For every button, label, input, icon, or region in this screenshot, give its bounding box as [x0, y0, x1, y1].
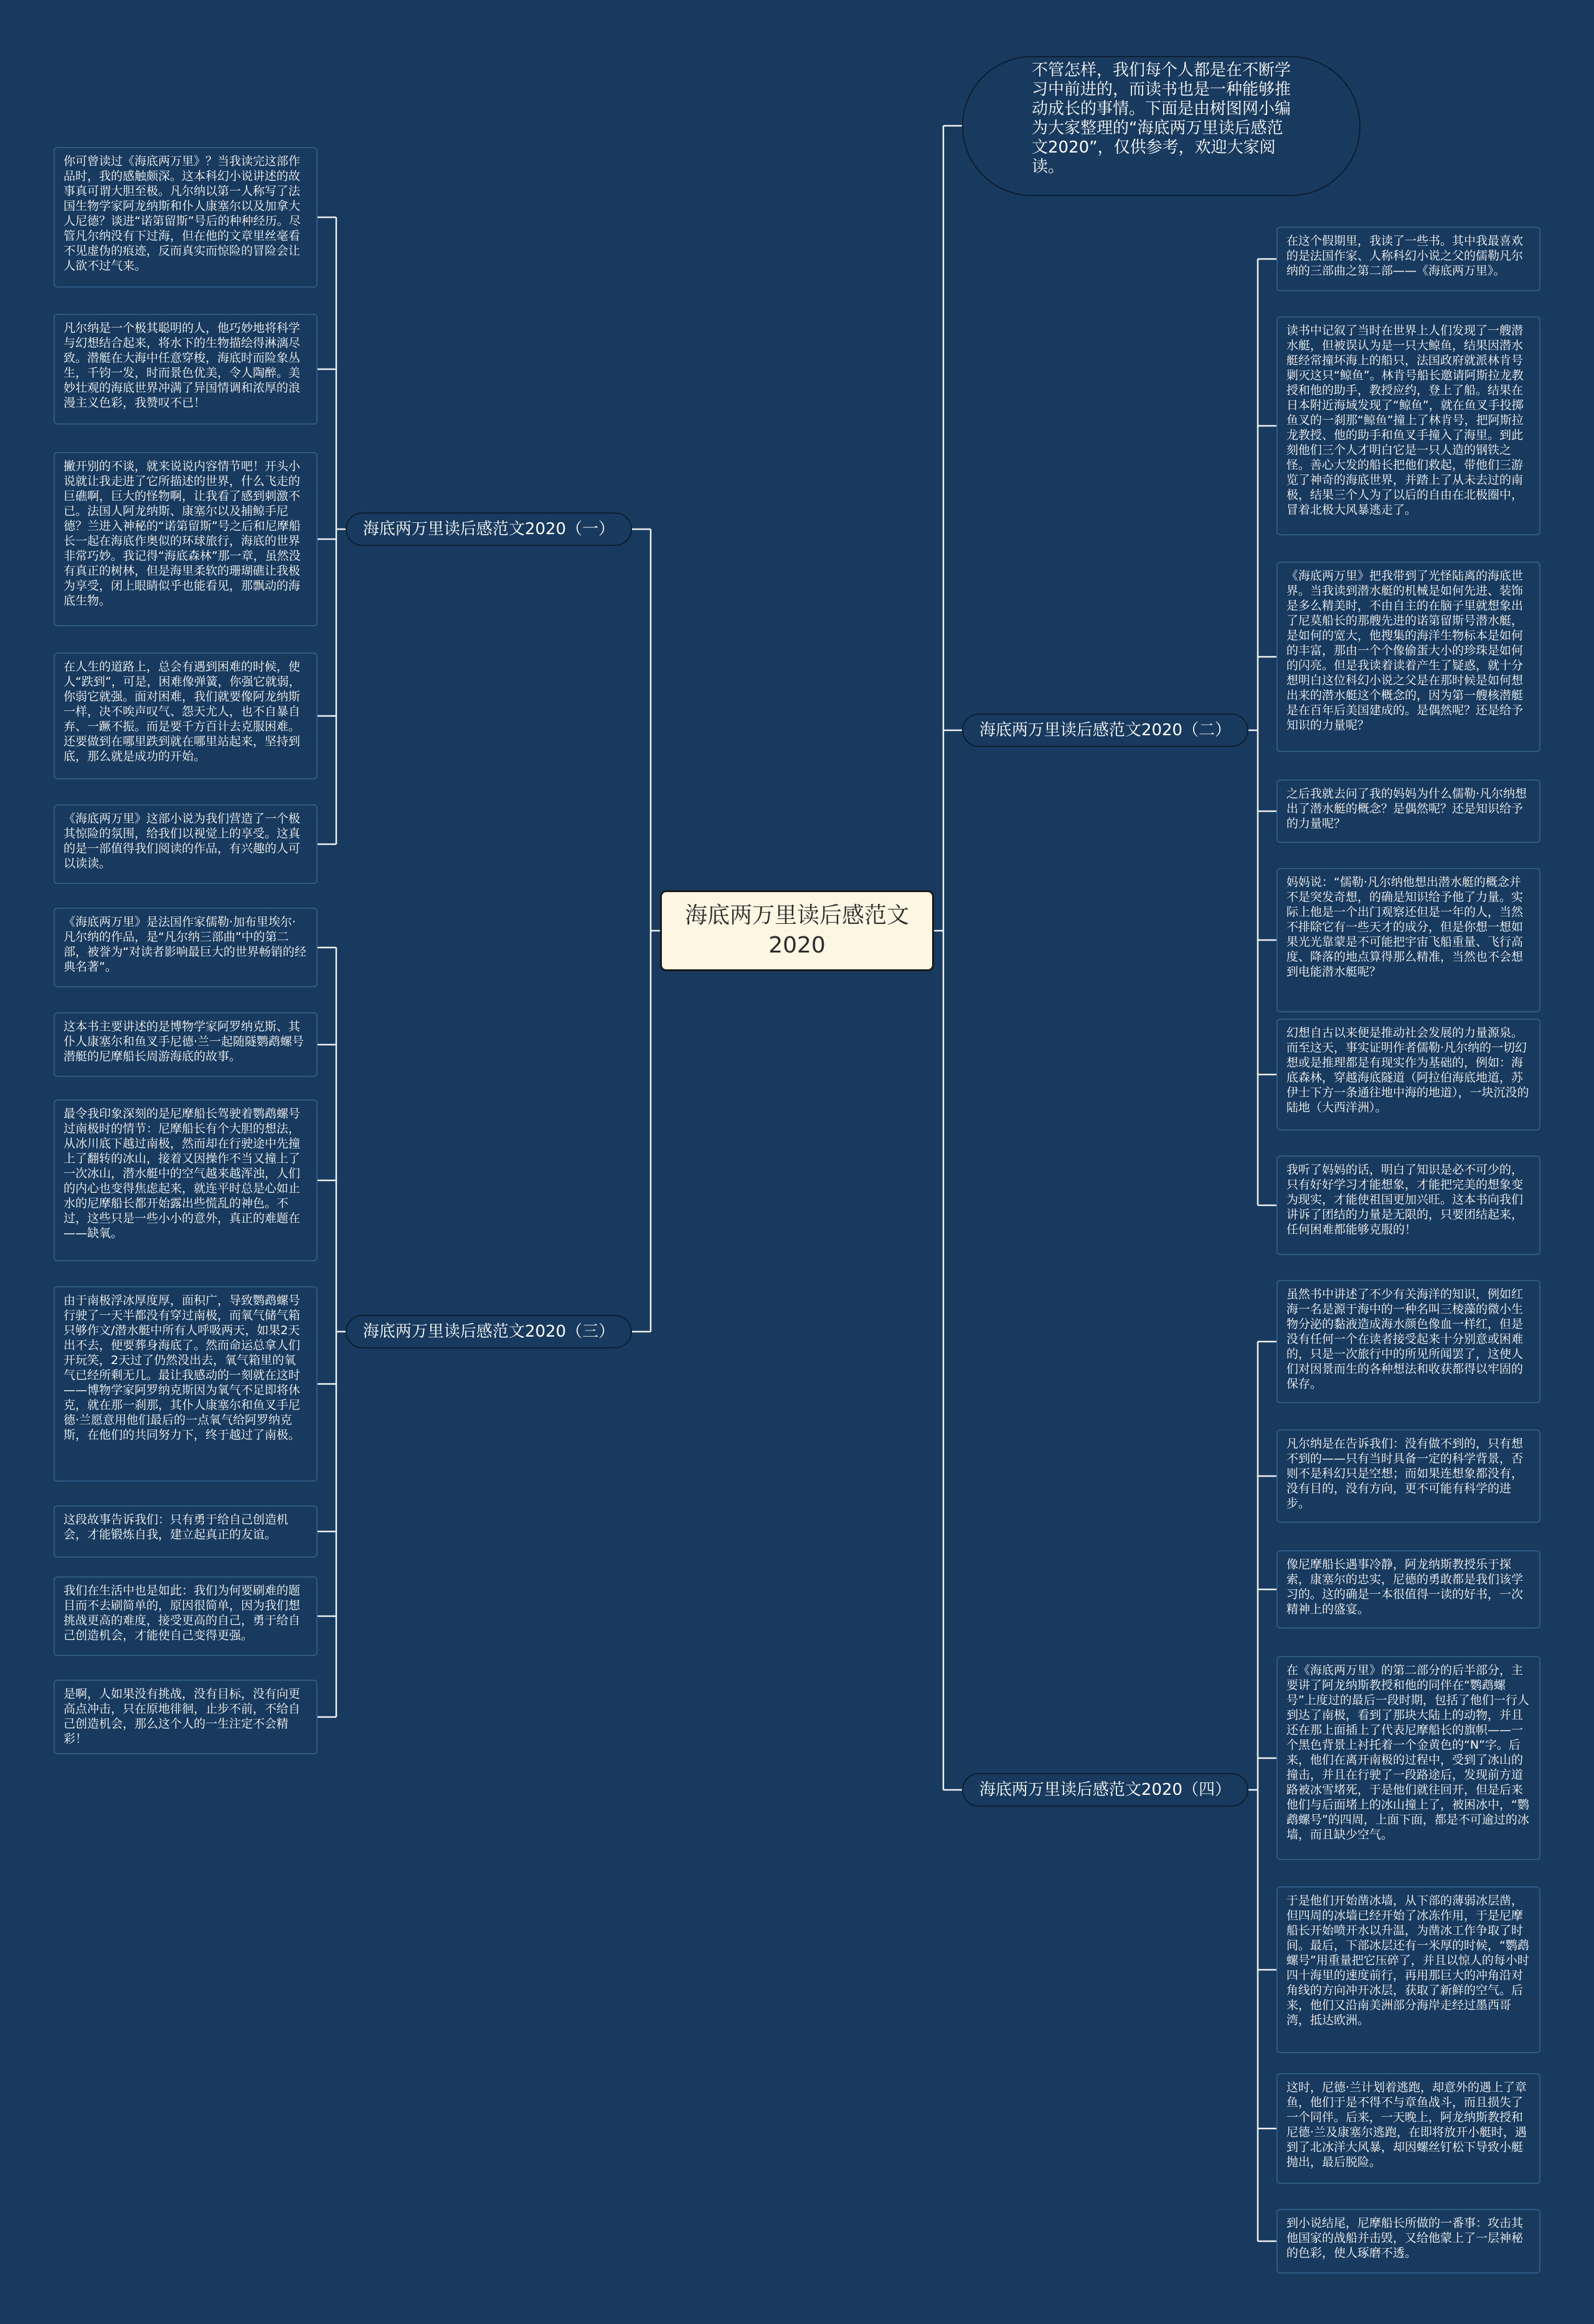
branch-3-leaf-6[interactable] [54, 1576, 318, 1656]
branch-1-leaf-1[interactable] [54, 147, 318, 288]
branch-2-label: 海底两万里读后感范文2020（二） [979, 721, 1232, 740]
leaf-text: 读书中记叙了当时在世界上人们发现了一艘潜水艇，但被误认为是一只大鲸鱼，结果因潜水艇经常撞坏海上的船只，法国政府就派林肯号剿灭这只“鲸鱼”。林肯号船长邀请阿斯拉龙教授和他的助手，教授应约，登上了船。结果在日本附近海域发现了“鲸鱼”，就在鱼叉手投掷鱼叉的一刹那“鲸鱼”撞上了林肯号，把阿斯拉龙教授、他的助手和鱼叉手撞入了海里。到此刻他们三个人才明白它是一只人造的钢铁之怪。善心大发的船长把他们救起，带他们三游览了神奇的海底世界，并踏上了从未去过的南极，结果三个人为了以后的自由在北极圈中，冒着北极大风暴逃走了。 [1286, 324, 1524, 517]
leaf-text: 《海底两万里》是法国作家儒勒·加布里埃尔·凡尔纳的作品，是“凡尔纳三部曲”中的第二部，被誉为“对读者影响最巨大的世界畅销的经典名著”。 [64, 915, 306, 974]
branch-1-leaf-3[interactable] [54, 452, 318, 626]
leaf-text: 这本书主要讲述的是博物学家阿罗纳克斯、其仆人康塞尔和鱼叉手尼德·兰一起随隧鹦鹉螺号潜艇的尼摩船长周游海底的故事。 [64, 1020, 304, 1063]
leaf-text: 由于南极浮冰厚度厚，面积广，导致鹦鹉螺号行驶了一天半都没有穿过南极，而氧气储气箱只够作文/潜水艇中所有人呼吸两天，如果2天出不去，便要葬身海底了。然而命运总拿人们开玩笑，2天过了仍然没出去，氧气箱里的氧气已经所剩无几。最让我感动的一刻就在这时——博物学家阿罗纳克斯因为氧气不足即将休克，就在那一刹那，其仆人康塞尔和鱼叉手尼德·兰愿意用他们最后的一点氧气给阿罗纳克斯，在他们的共同努力下，终于越过了南极。 [64, 1294, 301, 1442]
leaf-text: 虽然书中讲述了不少有关海洋的知识，例如红海一名是源于海中的一种名叫三棱藻的微小生物分泌的黏液造成海水颜色像血一样红，但是没有任何一个在读者接受起来十分别意或困难的，只是一次旅行中的所见所闻罢了，这使人们对因景而生的各种想法和收获都得以牢固的保存。 [1286, 1287, 1524, 1391]
branch-1[interactable] [346, 512, 632, 546]
branch-2-leaf-5[interactable] [1276, 868, 1540, 1012]
leaf-text: 我们在生活中也是如此：我们为何要刷难的题目而不去刷简单的，原因很简单，因为我们想挑战更高的难度，接受更高的自己，勇于给自己创造机会，才能使自己变得更强。 [64, 1584, 301, 1642]
branch-1-leaf-2[interactable] [54, 314, 318, 425]
leaf-text: 是啊，人如果没有挑战，没有目标，没有向更高点冲击，只在原地徘徊，止步不前，不给自己创造机会，那么这个人的一生注定不会精彩！ [64, 1687, 301, 1746]
leaf-text: 妈妈说：“儒勒·凡尔纳他想出潜水艇的概念并不是突发奇想，的确是知识给予他了力量。实际上他是一个出门观察还但是一年的人，当然不排除它有一些天才的成分，但是你想一想如果光光靠蒙是不可能把宇宙飞船重量、飞行高度、降落的地点算得那么精准，当然也不会想到电能潜水艇呢？ [1286, 875, 1524, 979]
leaf-text: 在人生的道路上，总会有遇到困难的时候，使人“跌到”，可是，困难像弹簧，你强它就弱，你弱它就强。面对困难，我们就要像阿龙纳斯一样，决不唉声叹气、怨天尤人，也不自暴自弃、一蹶不振。而是要千方百计去克服困难。还要做到在哪里跌到就在哪里站起来，坚持到底，那么就是成功的开始。 [64, 660, 301, 763]
intro-text: 不管怎样，我们每个人都是在不断学习中前进的，而读书也是一种能够推动成长的事情。下面是由树图网小编为大家整理的“海底两万里读后感范文2020”，仅供参考，欢迎大家阅读。 [1032, 61, 1291, 176]
leaf-text: 之后我就去问了我的妈妈为什么儒勒·凡尔纳想出了潜水艇的概念？是偶然呢？还是知识给予的力量呢？ [1286, 787, 1527, 830]
branch-4-leaf-2[interactable] [1276, 1429, 1540, 1523]
branch-3-leaf-2[interactable] [54, 1012, 318, 1077]
branch-4[interactable] [962, 1773, 1248, 1807]
branch-1-leaf-4[interactable] [54, 652, 318, 779]
branch-3-leaf-3[interactable] [54, 1099, 318, 1261]
branch-2-leaf-2[interactable] [1276, 316, 1540, 535]
leaf-text: 凡尔纳是在告诉我们：没有做不到的，只有想不到的——只有当时具备一定的科学背景，否则不是科幻只是空想；而如果连想象都没有，没有目的，没有方向，更不可能有科学的进步。 [1286, 1437, 1524, 1510]
leaf-text: 凡尔纳是一个极其聪明的人，他巧妙地将科学与幻想结合起来，将水下的生物描绘得淋漓尽致。潜艇在大海中任意穿梭，海底时而险象丛生，千钧一发，时而景色优美，令人陶醉。美妙壮观的海底世界冲满了异国情调和浓厚的浪漫主义色彩，我赞叹不已！ [64, 321, 301, 410]
leaf-text: 这段故事告诉我们：只有勇于给自己创造机会，才能锻炼自我，建立起真正的友谊。 [64, 1513, 289, 1541]
leaf-text: 我听了妈妈的话，明白了知识是必不可少的，只有好好学习才能想象，才能把完美的想象变为现实，才能使祖国更加兴旺。这本书向我们讲诉了团结的力量是无限的，只要团结起来，任何困难都能够克服的！ [1286, 1163, 1524, 1236]
leaf-text: 你可曾读过《海底两万里》？当我读完这部作品时，我的感触颇深。这本科幻小说讲述的故事真可谓大胆至极。凡尔纳以第一人称写了法国生物学家阿龙纳斯和仆人康塞尔以及加拿大人尼德？谈进“诺第留斯”号后的种种经历。尽管凡尔纳没有下过海，但在他的文章里丝毫看不见虚伪的痕迹，反而真实而惊险的冒险会让人欲不过气来。 [64, 154, 301, 273]
branch-3-leaf-4[interactable] [54, 1286, 318, 1482]
branch-4-leaf-6[interactable] [1276, 2073, 1540, 2184]
root-topic[interactable] [660, 890, 934, 971]
branch-1-label: 海底两万里读后感范文2020（一） [362, 520, 615, 539]
leaf-text: 在《海底两万里》的第二部分的后半部分，主要讲了阿龙纳斯教授和他的同伴在“鹦鹉螺号”上度过的最后一段时期，包括了他们一行人到达了南极，看到了那块大陆上的动物，并且还在那上面插上了代表尼摩船长的旗帜——一个黑色背景上衬托着一个金黄色的“N”字。后来，他们在离开南极的过程中，受到了冰山的撞击，并且在行驶了一段路途后，发现前方道路被冰雪堵死，于是他们就往回开，但是后来他们与后面堵上的冰山撞上了，被困冰中，“鹦鹉螺号”的四周，上面下面，都是不可逾过的冰墙，而且缺少空气。 [1286, 1663, 1529, 1842]
leaf-text: 这时，尼德·兰计划着逃跑，却意外的遇上了章鱼，他们于是不得不与章鱼战斗，而且损失了一个同伴。后来，一天晚上，阿龙纳斯教授和尼德·兰及康塞尔逃跑，在即将放开小艇时，遇到了北冰洋大风暴，却因螺丝钉松下导致小艇抛出，最后脱险。 [1286, 2081, 1527, 2169]
leaf-text: 到小说结尾，尼摩船长所做的一番事：攻击其他国家的战船并击毁，又给他蒙上了一层神秘的色彩，使人琢磨不透。 [1286, 2216, 1524, 2260]
leaf-text: 最令我印象深刻的是尼摩船长驾驶着鹦鹉螺号过南极时的情节：尼摩船长有个大胆的想法，从冰川底下越过南极，然而却在行驶途中先撞上了翻转的冰山，接着又因操作不当又撞上了一次冰山，潜水艇中的空气越来越浑浊，人们的内心也变得焦虑起来，就连平时总是心如止水的尼摩船长都开始露出些慌乱的神色。不过，这些只是一些小小的意外，真正的难题在——缺氧。 [64, 1107, 301, 1240]
leaf-text: 于是他们开始凿冰墙，从下部的薄弱冰层凿，但四周的冰墙已经开始了冰冻作用，于是尼摩船长开始喷开水以升温，为凿冰工作争取了时间。最后，下部冰层还有一米厚的时候，“鹦鹉螺号”用重量把它压碎了，并且以惊人的每小时四十海里的速度前行，再用那巨大的冲角沿对角线的方向冲开冰层，获取了新鲜的空气。后来，他们又沿南美洲部分海岸走经过墨西哥湾，抵达欧洲。 [1286, 1894, 1529, 2027]
branch-4-leaf-1[interactable] [1276, 1280, 1540, 1403]
branch-2[interactable] [962, 713, 1248, 747]
branch-3-leaf-5[interactable] [54, 1505, 318, 1558]
branch-2-leaf-1[interactable] [1276, 227, 1540, 291]
intro-bubble[interactable] [962, 56, 1361, 196]
leaf-text: 《海底两万里》这部小说为我们营造了一个极其惊险的氛围，给我们以视觉上的享受。这真的是一部值得我们阅读的作品，有兴趣的人可以读读。 [64, 812, 301, 870]
branch-2-leaf-7[interactable] [1276, 1155, 1540, 1255]
branch-2-leaf-3[interactable] [1276, 562, 1540, 752]
leaf-text: 《海底两万里》把我带到了光怪陆离的海底世界。当我读到潜水艇的机械是如何先进、装饰是多么精美时，不由自主的在脑子里就想象出了尼莫船长的那艘先进的诺第留斯号潜水艇，是如何的宽大，他搜集的海洋生物标本是如何的丰富，那由一个个像偷蛋大小的珍珠是如何的闪亮。但是我读着读着产生了疑惑，就十分想明白这位科幻小说之父是在那时候是如何想出来的潜水艇这个概念的，因为第一艘核潜艇是在百年后美国建成的。是偶然呢？还是给予知识的力量呢？ [1286, 569, 1524, 732]
branch-3[interactable] [346, 1315, 632, 1348]
branch-1-leaf-5[interactable] [54, 804, 318, 884]
branch-2-leaf-4[interactable] [1276, 779, 1540, 843]
leaf-text: 幻想自古以来便是推动社会发展的力量源泉。而至这天，事实证明作者儒勒·凡尔纳的一切幻想或是推理都是有现实作为基础的，例如：海底森林，穿越海底隧道（阿拉伯海底地道，苏伊士下方一条通往地中海的地道），一块沉没的陆地（大西洋洲）。 [1286, 1026, 1529, 1114]
root-topic-label: 海底两万里读后感范文2020 [684, 903, 909, 958]
branch-4-leaf-4[interactable] [1276, 1656, 1540, 1860]
branch-4-leaf-7[interactable] [1276, 2209, 1540, 2274]
leaf-text: 撇开别的不谈，就来说说内容情节吧！开头小说就让我走进了它所描述的世界，什么飞走的巨礁啊，巨大的怪物啊，让我看了感到刺激不已。法国人阿龙纳斯、康塞尔以及捕鲸手尼德？兰进入神秘的“诺第留斯”号之后和尼摩船长一起在海底作奥似的环球旅行，海底的世界非常巧妙。我记得“海底森林”那一章，虽然没有真正的树林，但是海里柔软的珊瑚礁让我极为享受，闭上眼睛似乎也能看见，那飘动的海底生物。 [64, 459, 301, 608]
branch-4-label: 海底两万里读后感范文2020（四） [979, 1781, 1232, 1799]
branch-2-leaf-6[interactable] [1276, 1019, 1540, 1131]
branch-4-leaf-5[interactable] [1276, 1886, 1540, 2053]
leaf-text: 在这个假期里，我读了一些书。其中我最喜欢的是法国作家、人称科幻小说之父的儒勒凡尔纳的三部曲之第二部——《海底两万里》。 [1286, 234, 1524, 278]
branch-3-leaf-7[interactable] [54, 1680, 318, 1754]
leaf-text: 像尼摩船长遇事冷静，阿龙纳斯教授乐于探索，康塞尔的忠实，尼德的勇敢都是我们该学习的。这的确是一本很值得一读的好书，一次精神上的盛宴。 [1286, 1558, 1524, 1616]
branch-4-leaf-3[interactable] [1276, 1550, 1540, 1629]
branch-3-leaf-1[interactable] [54, 908, 318, 987]
branch-3-label: 海底两万里读后感范文2020（三） [362, 1322, 615, 1341]
